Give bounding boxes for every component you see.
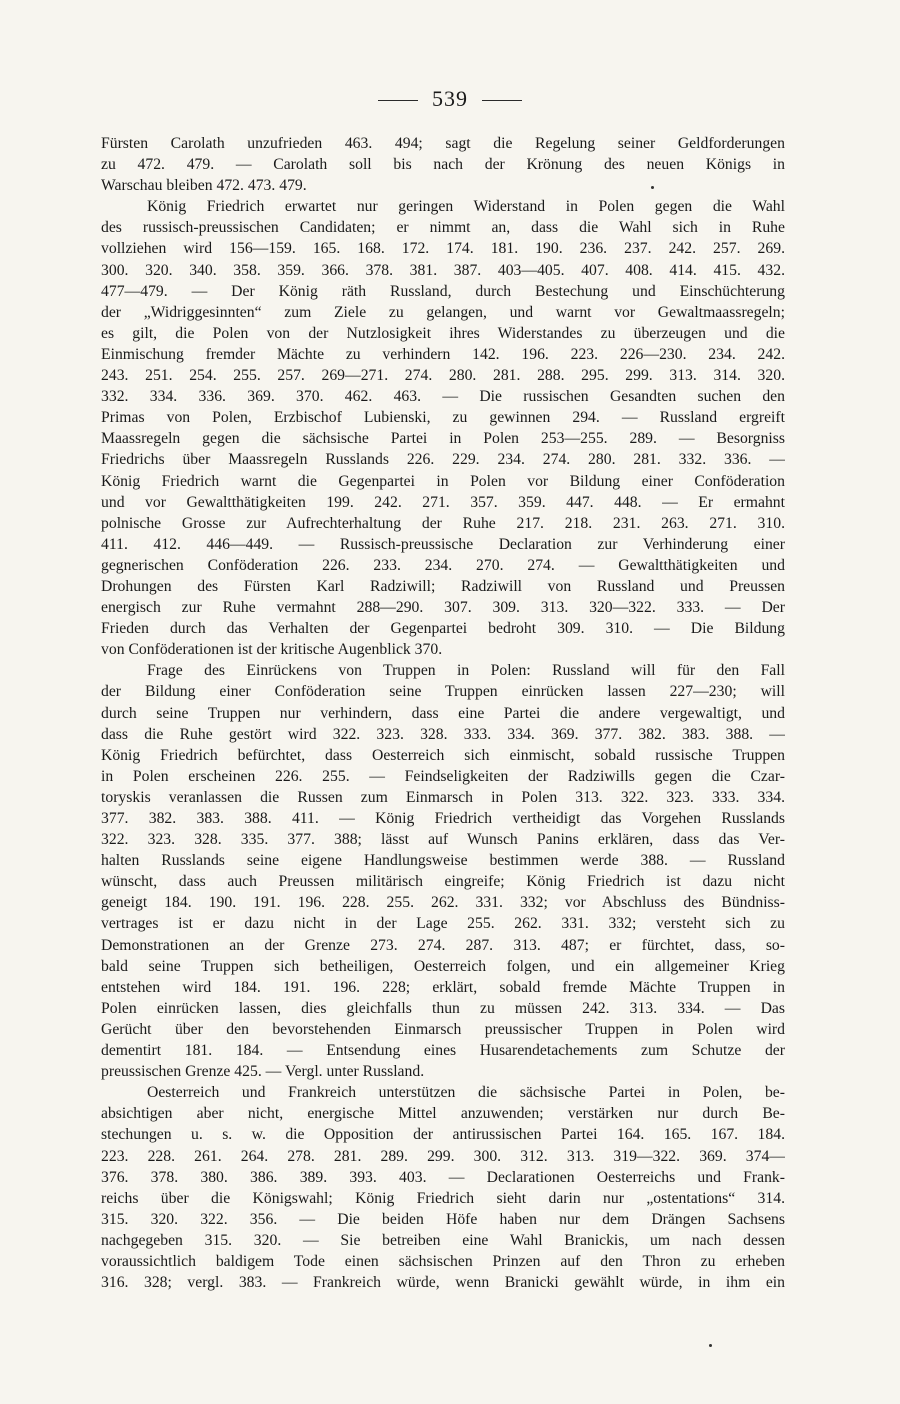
text-line: und vor Gewaltthätigkeiten 199. 242. 271. 357. 359. 447. 448. — Er ermahnt	[101, 493, 785, 511]
text-line: geneigt 184. 190. 191. 196. 228. 255. 262. 331. 332; vor Abschluss des Bündniss-	[101, 894, 785, 912]
header-rule-right	[482, 100, 522, 101]
text-line: König Friedrich erwartet nur geringen Widerstand in Polen gegen die Wahl	[147, 198, 785, 216]
text-line: Einmischung fremder Mächte zu verhindern 142. 196. 223. 226—230. 234. 242.	[101, 345, 785, 363]
text-line: 332. 334. 336. 369. 370. 462. 463. — Die russischen Gesandten suchen den	[101, 388, 785, 406]
text-line: nachgegeben 315. 320. — Sie betreiben eine Wahl Branickis, um nach dessen	[101, 1231, 785, 1249]
text-line: König Friedrich befürchtet, dass Oesterreich sich einmischt, sobald russische Truppen	[101, 746, 785, 764]
text-line: wünscht, dass auch Preussen militärisch eingreife; König Friedrich ist dazu nicht	[101, 873, 785, 891]
text-line: 411. 412. 446—449. — Russisch-preussische Declaration zur Verhinderung einer	[101, 535, 785, 553]
text-line: 223. 228. 261. 264. 278. 281. 289. 299. 300. 312. 313. 319—322. 369. 374—	[101, 1147, 785, 1165]
text-line: Demonstrationen an der Grenze 273. 274. 287. 313. 487; er fürchtet, dass, so-	[101, 936, 785, 954]
text-line: dass die Ruhe gestört wird 322. 323. 328. 333. 334. 369. 377. 382. 383. 388. —	[101, 725, 785, 743]
text-line: der Bildung einer Conföderation seine Truppen einrücken lassen 227—230; will	[101, 683, 785, 701]
text-line: Frage des Einrückens von Truppen in Polen: Russland will für den Fall	[147, 662, 785, 680]
text-line: 315. 320. 322. 356. — Die beiden Höfe haben nur dem Drängen Sachsens	[101, 1210, 785, 1228]
text-line: Fürsten Carolath unzufrieden 463. 494; sagt die Regelung seiner Geldforderungen	[101, 135, 785, 152]
text-line: halten Russlands seine eigene Handlungsweise bestimmen werde 388. — Russland	[101, 852, 785, 870]
text-line: stechungen u. s. w. die Opposition der antirussischen Partei 164. 165. 167. 184.	[101, 1126, 785, 1144]
text-line: entstehen wird 184. 191. 196. 228; erklärt, sobald fremde Mächte Truppen in	[101, 978, 785, 996]
text-line: Friedrichs über Maassregeln Russlands 226. 229. 234. 274. 280. 281. 332. 336. —	[101, 451, 785, 469]
text-line: vertrages ist er dazu nicht in der Lage 255. 262. 331. 332; versteht sich zu	[101, 915, 785, 933]
text-line: Oesterreich und Frankreich unterstützen die sächsische Partei in Polen, be-	[147, 1084, 785, 1102]
text-line: 243. 251. 254. 255. 257. 269—271. 274. 280. 281. 288. 295. 299. 313. 314. 320.	[101, 367, 785, 385]
text-line: 316. 328; vergl. 383. — Frankreich würde, wenn Branicki gewählt würde, in ihm ein	[101, 1274, 785, 1292]
text-line: Gerücht über den bevorstehenden Einmarsch preussischer Truppen in Polen wird	[101, 1020, 785, 1038]
ink-speck	[651, 186, 654, 189]
text-line: energisch zur Ruhe vermahnt 288—290. 307. 309. 313. 320—322. 333. — Der	[101, 599, 785, 617]
ink-speck	[709, 1344, 712, 1347]
text-line: gegnerischen Conföderation 226. 233. 234. 270. 274. — Gewaltthätigkeiten und	[101, 556, 785, 574]
text-line: bald seine Truppen sich betheiligen, Oesterreich folgen, und ein allgemeiner Krieg	[101, 957, 785, 975]
text-line: vollziehen wird 156—159. 165. 168. 172. 174. 181. 190. 236. 237. 242. 257. 269.	[101, 240, 785, 258]
text-line: absichtigen aber nicht, energische Mittel anzuwenden; verstärken nur durch Be-	[101, 1105, 785, 1123]
text-line: 477—479. — Der König räth Russland, durch Bestechung und Einschüchterung	[101, 282, 785, 300]
text-line: 322. 323. 328. 335. 377. 388; lässt auf Wunsch Panins erklären, dass das Ver-	[101, 831, 785, 849]
text-line: durch seine Truppen nur verhindern, dass eine Partei die andere vergewaltigt, und	[101, 704, 785, 722]
text-line: in Polen erscheinen 226. 255. — Feindseligkeiten der Radziwills gegen die Czar-	[101, 767, 785, 785]
text-line: toryskis veranlassen die Russen zum Einmarsch in Polen 313. 322. 323. 333. 334.	[101, 788, 785, 806]
text-line: dementirt 181. 184. — Entsendung eines Husarendetachements zum Schutze der	[101, 1042, 785, 1060]
text-line: Primas von Polen, Erzbischof Lubienski, zu gewinnen 294. — Russland ergreift	[101, 409, 785, 427]
text-line: voraussichtlich baldigem Tode einen sächsischen Prinzen auf den Thron zu erheben	[101, 1252, 785, 1270]
text-line: des russisch-preussischen Candidaten; er nimmt an, dass die Wahl sich in Ruhe	[101, 219, 785, 237]
text-line: polnische Grosse zur Aufrechterhaltung der Ruhe 217. 218. 231. 263. 271. 310.	[101, 514, 785, 532]
text-line: Frieden durch das Verhalten der Gegenpartei bedroht 309. 310. — Die Bildung	[101, 620, 785, 638]
text-line: der „Widriggesinnten“ zum Ziele zu gelangen, und warnt vor Gewaltmaassregeln;	[101, 303, 785, 321]
text-line: 300. 320. 340. 358. 359. 366. 378. 381. 387. 403—405. 407. 408. 414. 415. 432.	[101, 261, 785, 279]
text-line: reichs über die Königswahl; König Friedrich sieht darin nur „ostentations“ 314.	[101, 1189, 785, 1207]
text-line: Maassregeln gegen die sächsische Partei in Polen 253—255. 289. — Besorgniss	[101, 430, 785, 448]
text-line: 376. 378. 380. 386. 389. 393. 403. — Declarationen Oesterreichs und Frank-	[101, 1168, 785, 1186]
text-line: preussischen Grenze 425. — Vergl. unter Russland.	[101, 1063, 425, 1081]
index-text-body	[101, 133, 785, 1293]
text-line: von Conföderationen ist der kritische Augenblick 370.	[101, 641, 443, 659]
text-line: Polen einrücken lassen, dies gleichfalls thun zu müssen 242. 313. 334. — Das	[101, 999, 785, 1017]
header-rule-left	[378, 100, 418, 101]
text-line: es gilt, die Polen von der Nutzlosigkeit ihres Widerstandes zu überzeugen und die	[101, 324, 785, 342]
text-line: Drohungen des Fürsten Karl Radziwill; Radziwill von Russland und Preussen	[101, 577, 785, 595]
text-line: 377. 382. 383. 388. 411. — König Friedrich vertheidigt das Vorgehen Russlands	[101, 810, 785, 827]
text-line: König Friedrich warnt die Gegenpartei in Polen vor Bildung einer Conföderation	[101, 472, 785, 490]
page-header	[0, 86, 900, 112]
page-number: 539	[432, 86, 468, 111]
text-line: Warschau bleiben 472. 473. 479.	[101, 177, 307, 195]
text-line: zu 472. 479. — Carolath soll bis nach der Krönung des neuen Königs in	[101, 156, 785, 174]
